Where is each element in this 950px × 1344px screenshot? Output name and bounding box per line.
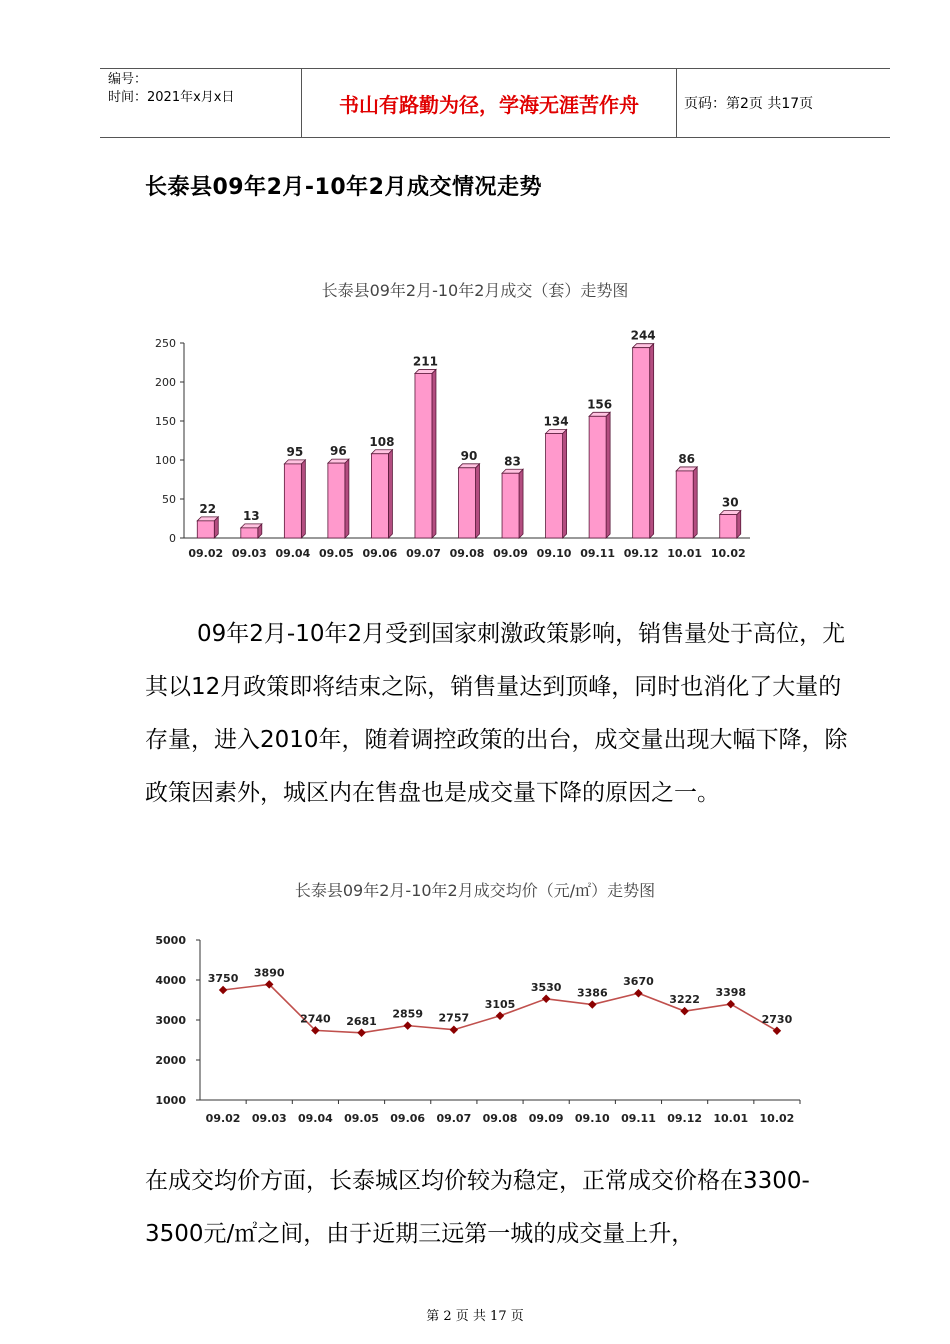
x-tick-label: 10.01 (667, 547, 703, 560)
bar-top (720, 511, 741, 515)
data-point (403, 1021, 411, 1029)
x-tick-label: 09.11 (580, 547, 616, 560)
line-chart (140, 925, 820, 1140)
data-label: 3105 (484, 997, 516, 1011)
data-point (357, 1029, 365, 1037)
data-point (219, 986, 227, 994)
bar (415, 373, 432, 538)
y-tick-label: 150 (155, 415, 176, 428)
data-label: 3670 (623, 975, 654, 989)
y-tick-label: 50 (162, 493, 176, 506)
bar (633, 348, 650, 538)
y-tick-label: 4000 (155, 974, 186, 987)
data-label: 3890 (253, 966, 285, 980)
bar-side (650, 344, 654, 538)
bar (328, 463, 345, 538)
data-label: 134 (543, 414, 569, 429)
bar (546, 433, 563, 538)
page-footer: 第 2 页 共 17 页 (426, 1309, 524, 1324)
x-tick-label: 09.06 (362, 547, 398, 560)
data-point (588, 1000, 596, 1008)
data-label: 244 (630, 328, 656, 343)
bar-top (241, 524, 262, 528)
bar (284, 464, 301, 538)
paragraph-sales-volume-text: 09年2月-10年2月受到国家刺激政策影响，销售量处于高位，尤其以12月政策即将结束之际，销售量达到顶峰，同时也消化了大量的存量，进入2010年，随着调控政策的出台，成交量出现大幅下降，除政策因素外，城区内在售盘也是成交量下降的原因之一。 (145, 621, 848, 806)
header-motto: 书山有路勤为径，学海无涯苦作舟 (301, 69, 677, 137)
y-tick-label: 3000 (155, 1014, 186, 1027)
bar-top (676, 467, 697, 471)
data-label: 30 (721, 495, 739, 510)
x-tick-label: 09.11 (621, 1112, 656, 1125)
x-tick-label: 09.05 (344, 1112, 379, 1125)
x-tick-label: 10.02 (710, 547, 746, 560)
x-tick-label: 09.07 (406, 547, 441, 560)
x-tick-label: 10.01 (713, 1112, 749, 1125)
bar-side (301, 460, 305, 538)
data-point (773, 1027, 781, 1035)
data-label: 22 (199, 501, 217, 516)
data-label: 2757 (438, 1011, 470, 1025)
data-label: 3530 (530, 980, 562, 994)
y-tick-label: 100 (155, 454, 176, 467)
line-chart-title: 长泰县09年2月-10年2月成交均价（元/㎡）走势图 (294, 881, 656, 900)
data-label: 95 (286, 444, 304, 459)
data-label: 108 (369, 434, 395, 449)
data-point (727, 1000, 735, 1008)
bar (371, 454, 388, 538)
x-tick-label: 09.04 (275, 547, 311, 560)
x-tick-label: 09.08 (449, 547, 485, 560)
header-date: 时间：2021年x月x日 (108, 90, 235, 105)
x-tick-label: 09.04 (297, 1112, 333, 1125)
x-tick-label: 10.02 (759, 1112, 795, 1125)
data-label: 86 (678, 451, 696, 466)
bar-side (606, 412, 610, 538)
bar-top (371, 450, 392, 454)
data-label: 13 (242, 508, 260, 523)
data-label: 2730 (761, 1012, 793, 1026)
x-tick-label: 09.12 (667, 1112, 703, 1125)
x-tick-label: 09.06 (390, 1112, 426, 1125)
data-label: 3222 (669, 993, 700, 1007)
data-label: 211 (412, 354, 438, 369)
data-point (496, 1012, 504, 1020)
data-point (542, 995, 550, 1003)
paragraph-average-price (145, 1155, 855, 1261)
bar-side (476, 464, 480, 538)
x-tick-label: 09.12 (623, 547, 659, 560)
data-label: 83 (504, 454, 521, 469)
bar (502, 473, 519, 538)
page-header (100, 68, 890, 138)
bar (589, 416, 606, 538)
header-number-label: 编号： (108, 72, 148, 87)
data-label: 3750 (207, 972, 239, 985)
document-title: 长泰县09年2月-10年2月成交情况走势 (145, 175, 542, 200)
bar-top (546, 429, 567, 433)
x-tick-label: 09.07 (436, 1112, 472, 1125)
x-tick-label: 09.02 (205, 1112, 241, 1125)
data-label: 3398 (715, 986, 747, 1000)
bar (720, 515, 737, 538)
bar-side (563, 429, 567, 538)
bar-top (197, 517, 218, 521)
y-tick-label: 250 (155, 337, 176, 350)
header-meta (100, 69, 300, 137)
x-tick-label: 09.10 (574, 1112, 610, 1125)
x-tick-label: 09.02 (188, 547, 224, 560)
data-point (450, 1025, 458, 1033)
data-label: 2740 (300, 1012, 331, 1026)
paragraph-sales-volume (145, 608, 855, 820)
bar-side (345, 459, 349, 538)
y-tick-label: 5000 (155, 934, 186, 947)
data-label: 90 (460, 448, 478, 463)
y-tick-label: 0 (169, 532, 176, 545)
bar-chart-title: 长泰县09年2月-10年2月成交（套）走势图 (321, 281, 629, 300)
data-label: 2859 (392, 1007, 424, 1021)
x-tick-label: 09.10 (536, 547, 572, 560)
bar-top (459, 464, 480, 468)
bar-top (502, 469, 523, 473)
bar-side (693, 467, 697, 538)
bar (676, 471, 693, 538)
bar-side (432, 369, 436, 538)
y-tick-label: 2000 (155, 1054, 186, 1067)
bar-side (519, 469, 523, 538)
x-tick-label: 09.03 (251, 1112, 287, 1125)
bar (197, 521, 214, 538)
data-label: 96 (330, 444, 347, 459)
y-tick-label: 1000 (155, 1094, 186, 1107)
bar-top (633, 344, 654, 348)
paragraph-average-price-text: 在成交均价方面，长泰城区均价较为稳定，正常成交价格在3300-3500元/㎡之间，由于近期三远第一城的成交量上升， (145, 1168, 810, 1247)
data-label: 2681 (346, 1014, 377, 1028)
bar-side (737, 511, 741, 538)
data-label: 156 (587, 397, 613, 412)
bar-chart (140, 325, 780, 570)
header-page-info: 页码：第2页 共17页 (684, 96, 814, 112)
x-tick-label: 09.05 (318, 547, 354, 560)
data-point (680, 1007, 688, 1015)
data-point (634, 989, 642, 997)
bar-top (415, 369, 436, 373)
x-tick-label: 09.09 (528, 1112, 564, 1125)
bar-top (328, 459, 349, 463)
bar (241, 528, 258, 538)
bar-side (388, 450, 392, 538)
x-tick-label: 09.08 (482, 1112, 518, 1125)
data-label: 3386 (576, 986, 608, 1000)
bar-top (589, 412, 610, 416)
bar (459, 468, 476, 538)
x-tick-label: 09.03 (231, 547, 267, 560)
x-tick-label: 09.09 (493, 547, 528, 560)
bar-top (284, 460, 305, 464)
y-tick-label: 200 (155, 376, 176, 389)
